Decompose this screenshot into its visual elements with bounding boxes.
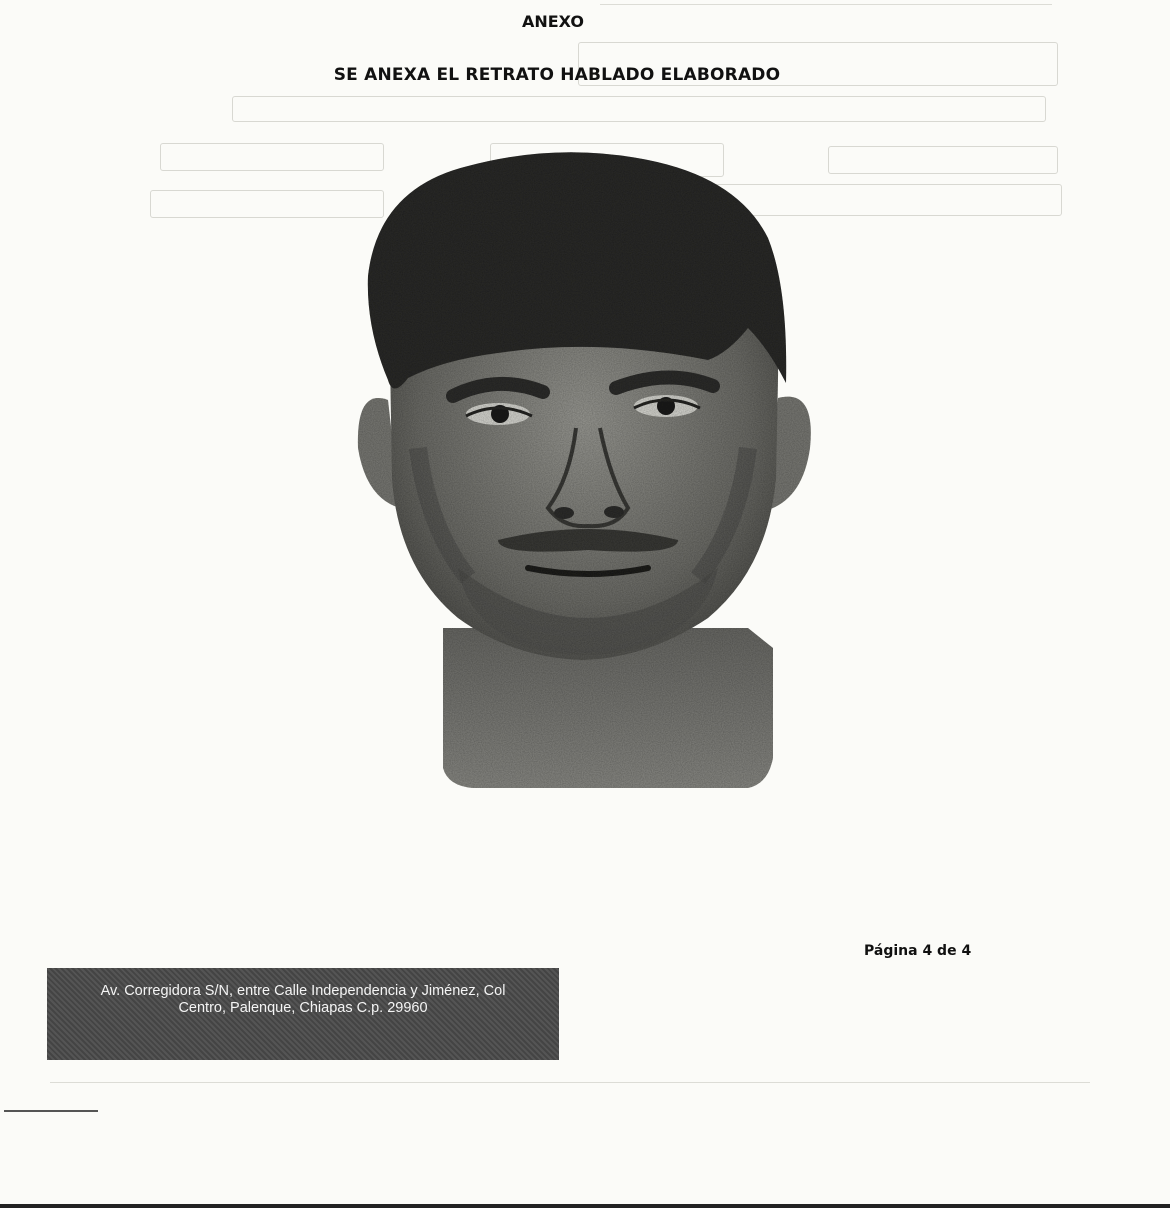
ghost-field <box>232 96 1046 122</box>
ghost-rule <box>600 4 1052 5</box>
page-subtitle: SE ANEXA EL RETRATO HABLADO ELABORADO <box>333 65 781 85</box>
ghost-field <box>828 146 1058 174</box>
ghost-rule <box>50 1082 1090 1083</box>
address-footer <box>47 968 559 1060</box>
address-line-1: Av. Corregidora S/N, entre Calle Independencia y Jiménez, Col <box>100 983 506 999</box>
page-number: Página 4 de 4 <box>864 943 972 959</box>
scan-artifact-bar <box>0 1204 1170 1208</box>
address-line-2: Centro, Palenque, Chiapas C.p. 29960 <box>178 1000 428 1016</box>
composite-sketch-portrait <box>348 148 818 788</box>
scan-artifact-line <box>4 1110 98 1112</box>
page-title: ANEXO <box>521 12 585 31</box>
